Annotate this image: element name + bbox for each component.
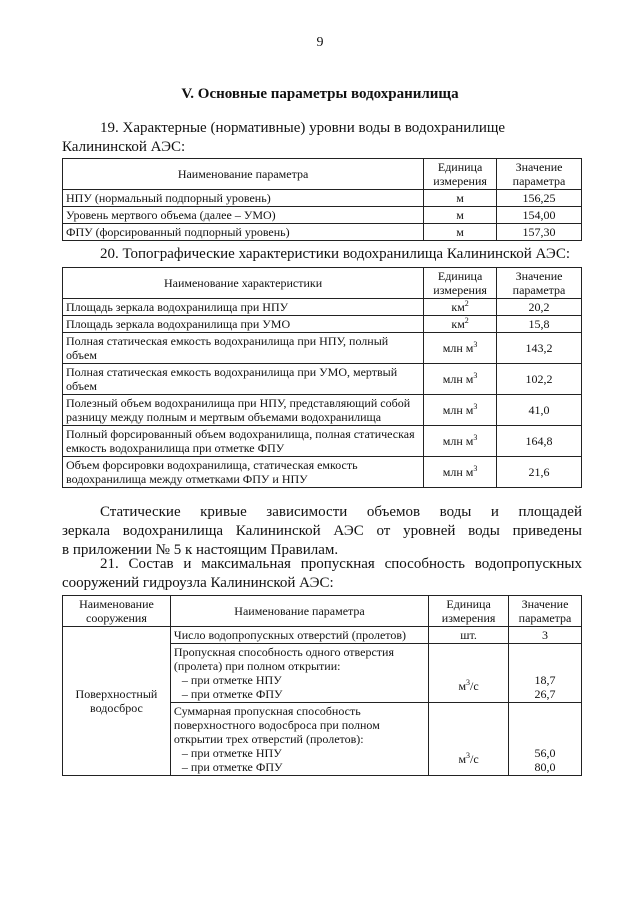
table-row [63,224,582,241]
row-unit: млн $м^3$ [424,457,497,488]
header-characteristic: Наименование характеристики [63,268,424,299]
table-row [63,395,582,426]
table-row [63,316,582,333]
header-unit: Единица измерения [424,268,497,299]
p21-line: сооружений гидроузла Калининской АЭС: [62,575,334,591]
row-name [170,644,428,703]
header-parameter: Наименование параметра [63,159,424,190]
row-name: ФПУ (форсированный подпорный уровень) [63,224,424,241]
row-value: 156,25 [497,190,582,207]
table-spillway [62,595,582,776]
table-header-row [63,268,582,299]
row-value [509,644,582,703]
table-row [63,207,582,224]
row-value: 154,00 [497,207,582,224]
header-value: Значение параметра [497,159,582,190]
header-unit: Единица измерения [429,596,509,627]
row-name: Площадь зеркала водохранилища при УМО [63,316,424,333]
row-sub-npu: – при отметке НПУ [181,673,282,687]
table-row [63,457,582,488]
table-row [63,190,582,207]
table-header-row [63,159,582,190]
table-row [63,426,582,457]
row-name: Полезный объем водохранилища при НПУ, представляющий собой разницу между полным и мертвым объемами водохранилища [63,395,424,426]
header-value: Значение параметра [497,268,582,299]
row-description: Суммарная пропускная способность поверхностного водосброса при полном открытии трех отверстий (пролетов): [173,704,380,746]
row-name: Полная статическая емкость водохранилища при УМО, мертвый объем [63,364,424,395]
row-value: 21,6 [497,457,582,488]
row-value: 102,2 [497,364,582,395]
table-row [63,364,582,395]
note-line: Статические кривые зависимости объемов воды и площадей [100,504,582,520]
row-value: 3 [509,627,582,644]
row-value: 164,8 [497,426,582,457]
row-name: Объем форсировки водохранилища, статическая емкость водохранилища между отметками ФПУ и НПУ [63,457,424,488]
row-description: Пропускная способность одного отверстия (пролета) при полном открытии: [173,645,394,673]
paragraph-19: 19. Характерные (нормативные) уровни воды в водохранилище Калининской АЭС: [62,120,506,155]
curves-note [62,503,582,560]
table-row [63,627,582,644]
row-name: Площадь зеркала водохранилища при НПУ [63,299,424,316]
row-unit: млн $м^3$ [424,364,497,395]
row-unit: м [424,190,497,207]
header-unit: Единица измерения [424,159,497,190]
row-unit: $м^3/с$ [429,703,509,776]
row-value: 157,30 [497,224,582,241]
table-row [63,333,582,364]
row-name: Полный форсированный объем водохранилища, полная статическая емкость водохранилища при отметке ФПУ [63,426,424,457]
table-water-levels [62,158,582,241]
p21-line: 21. Состав и максимальная пропускная способность водопропускных [100,556,582,572]
table-row [63,299,582,316]
header-parameter: Наименование параметра [170,596,428,627]
row-value: 15,8 [497,316,582,333]
value-fpu: 80,0 [534,760,556,774]
row-sub-fpu: – при отметке ФПУ [181,687,283,701]
note-line: зеркала водохранилища Калининской АЭС от уровней воды приведены [62,523,582,539]
row-unit: шт. [429,627,509,644]
row-unit: $км^2$ [424,299,497,316]
row-unit: $м^3/с$ [429,644,509,703]
row-sub-npu: – при отметке НПУ [181,746,282,760]
table-header-row [63,596,582,627]
row-unit: м [424,207,497,224]
row-name: НПУ (нормальный подпорный уровень) [63,190,424,207]
row-value [509,703,582,776]
row-unit: млн $м^3$ [424,333,497,364]
row-name: Число водопропускных отверстий (пролетов) [170,627,428,644]
row-sub-fpu: – при отметке ФПУ [181,760,283,774]
section-title: V. Основные параметры водохранилища [181,86,459,102]
value-npu: 18,7 [534,673,556,687]
paragraph-20: 20. Топографические характеристики водохранилища Калининской АЭС: [100,246,571,262]
note-line: в приложении № 5 к настоящим Правилам. [62,542,339,558]
row-value: 41,0 [497,395,582,426]
row-unit: млн $м^3$ [424,395,497,426]
header-value: Значение параметра [509,596,582,627]
row-name: Уровень мертвого объема (далее – УМО) [63,207,424,224]
row-unit: млн $м^3$ [424,426,497,457]
row-name: Полная статическая емкость водохранилища при НПУ, полный объем [63,333,424,364]
row-value: 20,2 [497,299,582,316]
header-structure: Наименование сооружения [63,596,171,627]
structure-name: Поверхностный водосброс [63,627,171,776]
row-name [170,703,428,776]
row-unit: $км^2$ [424,316,497,333]
row-value: 143,2 [497,333,582,364]
paragraph-21 [62,555,582,593]
row-unit: м [424,224,497,241]
value-fpu: 26,7 [534,687,556,701]
value-npu: 56,0 [534,746,556,760]
table-topography [62,267,582,488]
page-number: 9 [316,35,324,50]
